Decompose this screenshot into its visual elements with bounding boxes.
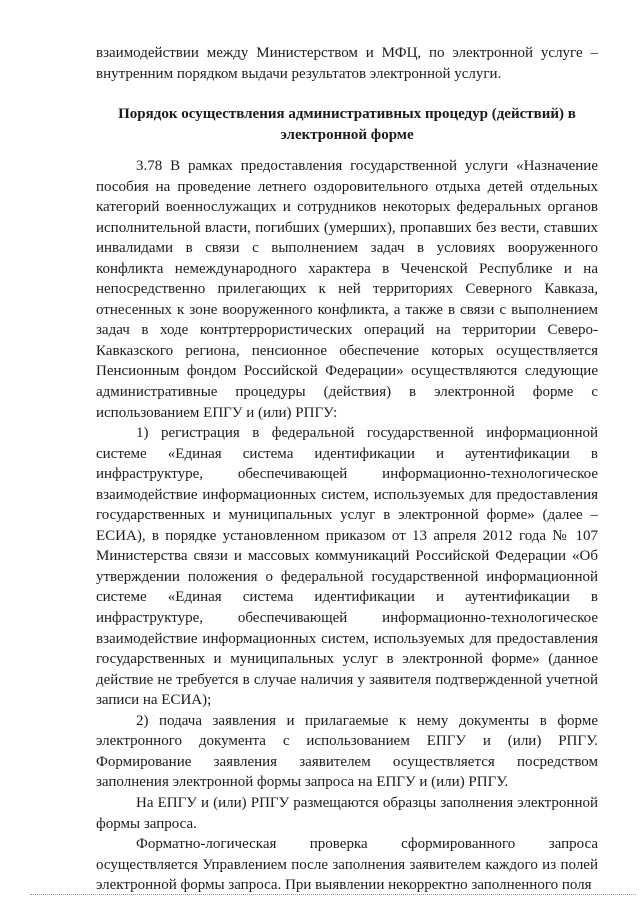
paragraph-3-78: 3.78 В рамках предоставления государственной услуги «Назначение пособия на проведение летнего оздоровительного отдыха детей отдельных категорий военнослужащих и сотрудников некоторых федеральных органов исполнительной власти, погибших (умерших), пропавших без вести, ставших инвалидами в связи с выполнением задач в условиях вооруженного конфликта немеждународного характера в Чеченской Республике и на непосредственно прилегающих к ней территориях Северного Кавказа, отнесенных к зоне вооруженного конфликта, а также в связи с выполнением задач в ходе контртеррористических операций на территории Северо-Кавказского региона, пенсионное обеспечение которых осуществляется Пенсионным фондом Российской Федерации» осуществляются следующие административные процедуры (действия) в электронной форме с использованием ЕПГУ и (или) РПГУ:	[96, 158, 598, 421]
section-heading: Порядок осуществления административных процедур (действий) в электронной форме	[118, 106, 576, 143]
intro-paragraph: взаимодействии между Министерством и МФЦ, по электронной услуге – внутренним порядком выдачи результатов электронной услуги.	[96, 45, 598, 82]
paragraph-samples: На ЕПГУ и (или) РПГУ размещаются образцы заполнения электронной формы запроса.	[96, 794, 598, 832]
intro-continuation	[96, 43, 598, 84]
paragraph-item-2: 2) подача заявления и прилагаемые к нему документы в форме электронного документа с использованием ЕПГУ и (или) РПГУ. Формирование заявления заявителем осуществляется посредством заполнения электронной формы запроса на ЕПГУ и (или) РПГУ.	[96, 712, 598, 791]
paragraph-validation: Форматно-логическая проверка сформированного запроса осуществляется Управлением после заполнения заявителем каждого из полей электронной формы запроса. При выявлении некорректно заполненного поля	[96, 836, 598, 894]
page-bottom-edge	[30, 894, 636, 895]
document-body	[96, 156, 598, 896]
paragraph-item-1: 1) регистрация в федеральной государственной информационной системе «Единая система идентификации и аутентификации в инфраструктуре, обеспечивающей информационно-технологическое взаимодействие информационных систем, используемых для предоставления государственных и муниципальных услуг в электронной форме» (далее – ЕСИА), в порядке установленном приказом от 13 апреля 2012 года № 107 Министерства связи и массовых коммуникаций Российской Федерации «Об утверждении положения о федеральной государственной информационной системе «Единая система идентификации и аутентификации в инфраструктуре, обеспечивающей информационно-технологическое взаимодействие информационных систем, используемых для предоставления государственных и муниципальных услуг в электронной форме» (данное действие не требуется в случае наличия у заявителя подтвержденной учетной записи на ЕСИА);	[96, 425, 598, 709]
